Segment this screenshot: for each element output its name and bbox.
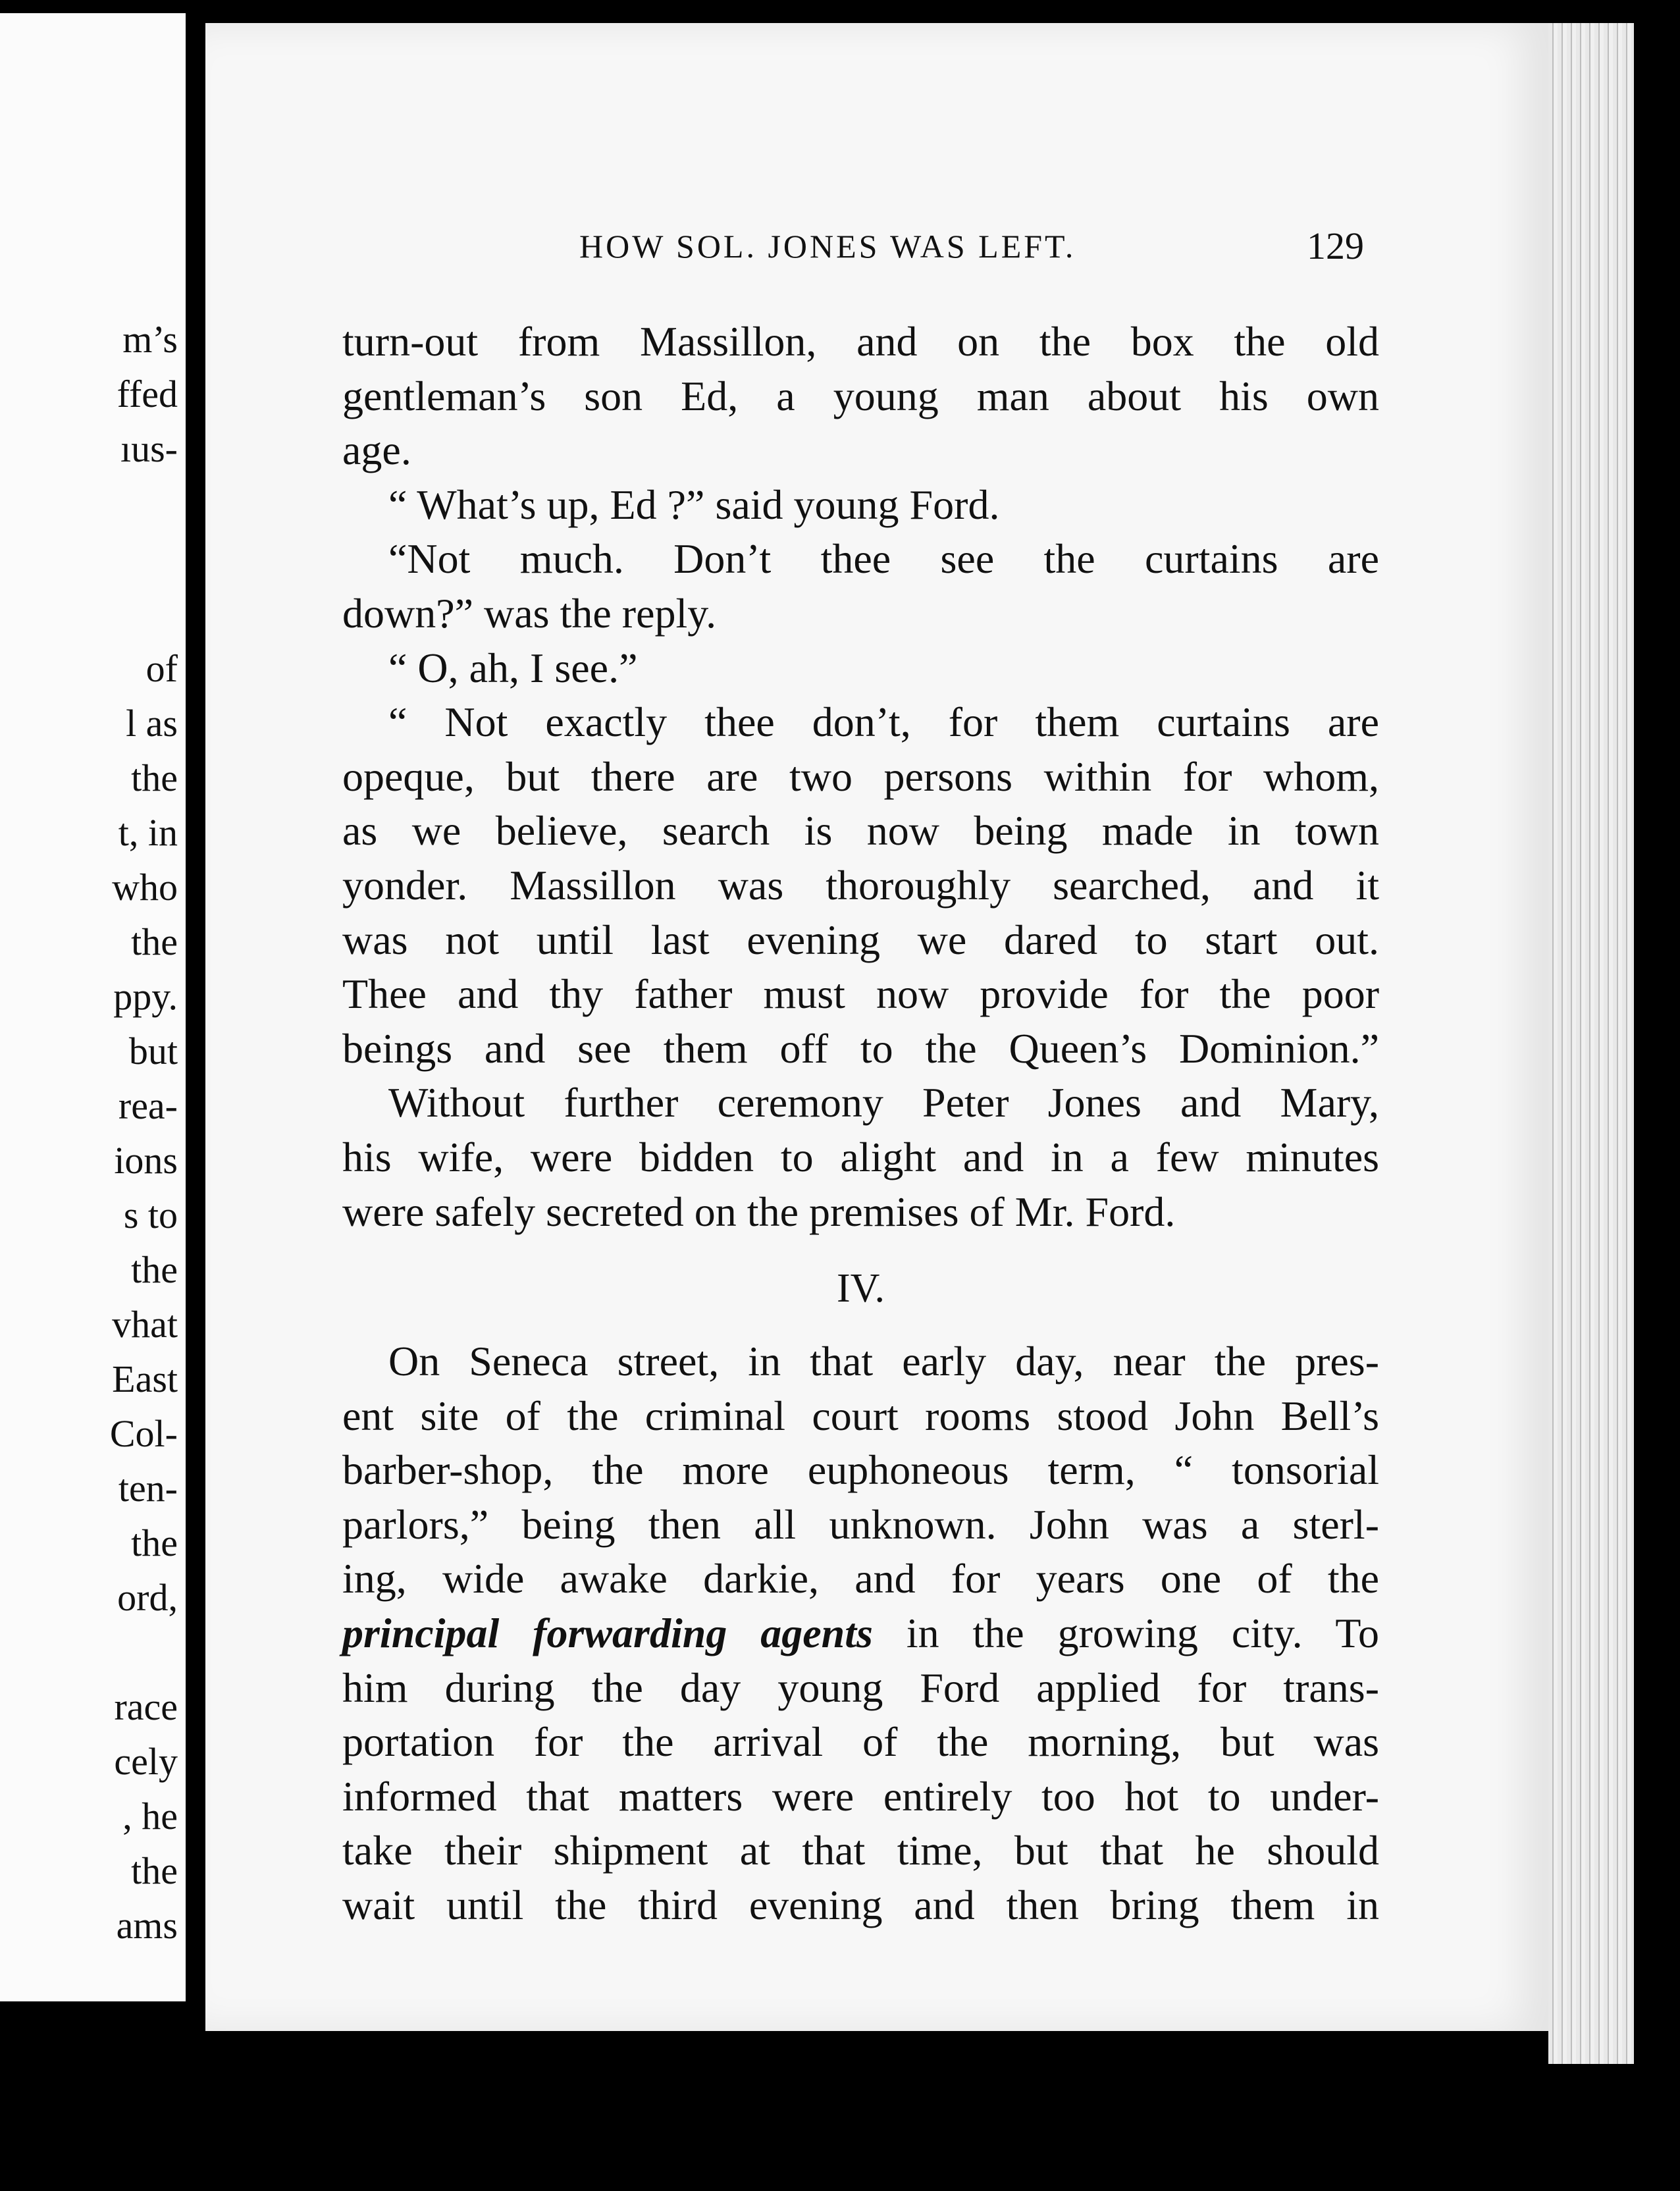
left-page-fragment: who (112, 866, 178, 909)
left-page-fragment: t, in (118, 811, 178, 854)
text-line: was not until last evening we dared to start out. (342, 916, 1379, 963)
left-page-fragment: the (131, 920, 178, 963)
text-line: Without further ceremony Peter Jones and Mary, (388, 1079, 1379, 1126)
text-fragment: in the growing city. To (872, 1610, 1380, 1657)
text-line: On Seneca street, in that early day, near the pres- (388, 1338, 1379, 1385)
text-line: turn-out from Massillon, and on the box the old (342, 318, 1379, 365)
text-line: his wife, were bidden to alight and in a few minutes (342, 1133, 1379, 1180)
body-text (342, 315, 1379, 1933)
left-page-fragment: ıus- (120, 427, 178, 470)
text-line: were safely secreted on the premises of Mr. Ford. (342, 1188, 1176, 1235)
section-heading: IV. (837, 1266, 885, 1311)
left-page-fragment: ten- (118, 1467, 178, 1510)
text-line: ing, wide awake darkie, and for years one of the (342, 1555, 1379, 1602)
left-page-fragment: but (128, 1030, 178, 1072)
left-page-fragment: ams (116, 1904, 178, 1947)
text-line: informed that matters were entirely too hot to under- (342, 1772, 1379, 1820)
text-line: opeque, but there are two persons within for whom, (342, 752, 1379, 800)
scan-border (0, 2067, 1680, 2191)
text-line: ent site of the criminal court rooms stood John Bell’s (342, 1392, 1379, 1439)
text-line: portation for the arrival of the morning, but was (342, 1718, 1379, 1766)
text-line: beings and see them off to the Queen’s Dominion.” (342, 1024, 1379, 1072)
left-page-fragment: ppy. (113, 975, 178, 1018)
text-line-with-italic (342, 1606, 1379, 1661)
italic-phrase: principal forwarding agents (342, 1610, 873, 1657)
left-page-fragment: cely (114, 1740, 178, 1783)
text-line: wait until the third evening and then bring them in (342, 1882, 1379, 1929)
text-line: him during the day young Ford applied for trans- (342, 1664, 1379, 1711)
text-line: Thee and thy father must now provide for the poor (342, 970, 1379, 1018)
text-line: yonder. Massillon was thoroughly searched, and it (342, 861, 1379, 909)
left-page-fragment: East (112, 1358, 178, 1400)
book-gutter (186, 0, 205, 2191)
text-line: age. (342, 427, 411, 474)
text-line: “ Not exactly thee don’t, for them curtains are (388, 699, 1379, 746)
text-line: gentleman’s son Ed, a young man about his own (342, 372, 1379, 419)
text-line: parlors,” being then all unknown. John was a sterl- (342, 1500, 1379, 1548)
text-line: take their shipment at that time, but that he should (342, 1827, 1379, 1874)
left-page-fragment: l as (126, 702, 178, 745)
left-page-fragment: the (131, 1521, 178, 1564)
left-page-fragment: the (131, 1849, 178, 1892)
text-line: as we believe, search is now being made in town (342, 807, 1379, 855)
left-page-fragment: the (131, 756, 178, 799)
left-page-fragment: ffed (117, 373, 178, 415)
page-edges (1548, 23, 1634, 2064)
page-number: 129 (1307, 224, 1364, 267)
text-line: “Not much. Don’t thee see the curtains are (388, 535, 1379, 583)
left-page-fragment: of (145, 647, 178, 690)
left-page-fragment: ord, (117, 1576, 178, 1619)
running-head: HOW SOL. JONES WAS LEFT. (579, 228, 1076, 265)
text-line: barber-shop, the more euphoneous term, “ tonsorial (342, 1446, 1379, 1494)
left-page-fragment: , he (122, 1795, 178, 1837)
left-page-fragment: s to (123, 1194, 178, 1236)
text-line: down?” was the reply. (342, 589, 717, 637)
left-page-fragment: m’s (122, 318, 178, 361)
left-page-fragment: vhat (112, 1303, 178, 1346)
left-page-fragment: Col- (109, 1412, 178, 1455)
left-page-fragment: race (114, 1685, 178, 1728)
left-page-fragment: the (131, 1248, 178, 1291)
left-page-fragment: rea- (118, 1084, 178, 1127)
text-line: “ O, ah, I see.” (388, 644, 638, 691)
previous-page-fragment (0, 13, 186, 2001)
left-page-fragment: ions (114, 1139, 178, 1182)
text-line: “ What’s up, Ed ?” said young Ford. (388, 481, 1000, 528)
